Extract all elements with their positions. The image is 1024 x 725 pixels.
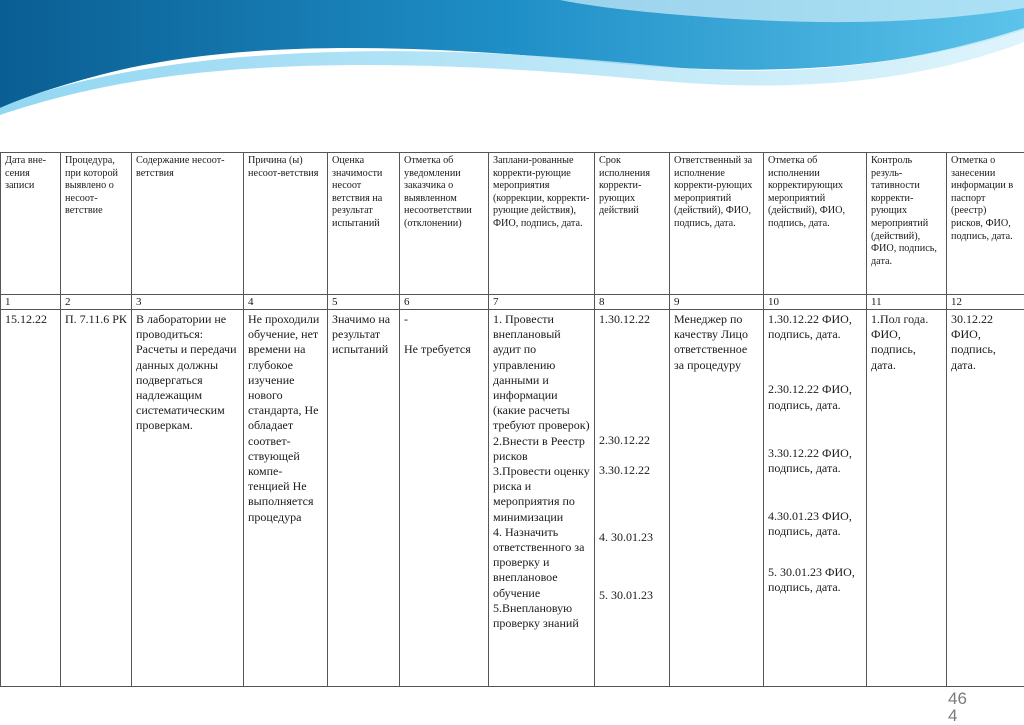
table-row [1,310,1024,687]
col-number: 10 [764,295,867,310]
cell-deadlines [595,310,670,687]
cell-responsible: Менеджер по качеству Лицо ответственное за процедуру [670,310,764,687]
execution-item: 5. 30.01.23 ФИО, подпись, дата. [768,565,862,595]
col-header-date: Дата вне-сения записи [1,153,61,295]
deadline-item: 4. 30.01.23 [599,530,665,545]
col-number: 2 [61,295,132,310]
deadline-item: 3.30.12.22 [599,463,665,478]
action-item: 4. Назначить ответственного за проверку и внеплановое обучение [493,525,590,601]
execution-item: 2.30.12.22 ФИО, подпись, дата. [768,382,862,412]
col-header-notice: Отметка об уведомлении заказчика о выявленном несоответствии (отклонении) [400,153,489,295]
execution-item: 4.30.01.23 ФИО, подпись, дата. [768,509,862,539]
col-number: 12 [947,295,1024,310]
cell-significance: Значимо на результат испытаний [328,310,400,687]
col-number: 5 [328,295,400,310]
col-number: 7 [489,295,595,310]
execution-item: 1.30.12.22 ФИО, подпись, дата. [768,312,862,342]
col-number: 1 [1,295,61,310]
notice-text: Не требуется [404,342,484,357]
col-header-procedure: Процедура, при которой выявлено о несоот-ветствие [61,153,132,295]
cell-cause: Не проходили обучение, нет времени на глубокое изучение нового стандарта, Не обладает соответ-ствующей компе-тенцией Не выполняется процедура [244,310,328,687]
deadline-item: 5. 30.01.23 [599,588,665,603]
col-header-responsible: Ответственный за исполнение корректи-рующих мероприятий (действий), ФИО, подпись, дата. [670,153,764,295]
cell-execution [764,310,867,687]
deadline-item: 2.30.12.22 [599,433,665,448]
cell-content: В лаборатории не проводиться: Расчеты и передачи данных должны подвергаться надлежащим систематическим проверкам. [132,310,244,687]
col-header-deadline: Срок исполнения корректи-рующих действий [595,153,670,295]
page-number-line2: 4 [948,707,972,724]
action-item: 5.Внеплановую проверку знаний [493,601,590,631]
page-number [948,690,972,724]
col-header-cause: Причина (ы) несоот-ветствия [244,153,328,295]
col-number: 4 [244,295,328,310]
col-header-actions: Заплани-рованные корректи-рующие мероприятия (коррекции, корректи-рующие действия), ФИО, подпись, дата. [489,153,595,295]
cell-date: 15.12.22 [1,310,61,687]
nonconformity-table-container [0,152,1024,687]
execution-item: 3.30.12.22 ФИО, подпись, дата. [768,446,862,476]
col-number: 3 [132,295,244,310]
cell-procedure: П. 7.11.6 РК [61,310,132,687]
header-wave-banner [0,0,1024,115]
cell-notice [400,310,489,687]
col-header-significance: Оценка значимости несоот ветствия на результат испытаний [328,153,400,295]
deadline-item: 1.30.12.22 [599,312,665,327]
cell-actions [489,310,595,687]
col-header-content: Содержание несоот-ветствия [132,153,244,295]
col-header-execution: Отметка об исполнении корректирующих мероприятий (действий), ФИО, подпись, дата. [764,153,867,295]
notice-dash: - [404,312,484,327]
page-number-line1: 46 [948,690,972,707]
col-header-control: Контроль резуль-тативности корректи-рующих мероприятий (действий), ФИО, подпись, дата. [867,153,947,295]
col-number: 11 [867,295,947,310]
col-number: 9 [670,295,764,310]
nonconformity-table [0,152,1024,687]
action-item: 2.Внести в Реестр рисков [493,434,590,464]
cell-registry: 30.12.22 ФИО, подпись, дата. [947,310,1024,687]
col-header-registry: Отметка о занесении информации в паспорт (реестр) рисков, ФИО, подпись, дата. [947,153,1024,295]
table-header-row [1,153,1024,295]
col-number: 8 [595,295,670,310]
action-item: 1. Провести внеплановый аудит по управлению данными и информации (какие расчеты требуют проверок) [493,312,590,434]
cell-control: 1.Пол года. ФИО, подпись, дата. [867,310,947,687]
action-item: 3.Провести оценку риска и мероприятия по минимизации [493,464,590,525]
table-number-row [1,295,1024,310]
col-number: 6 [400,295,489,310]
